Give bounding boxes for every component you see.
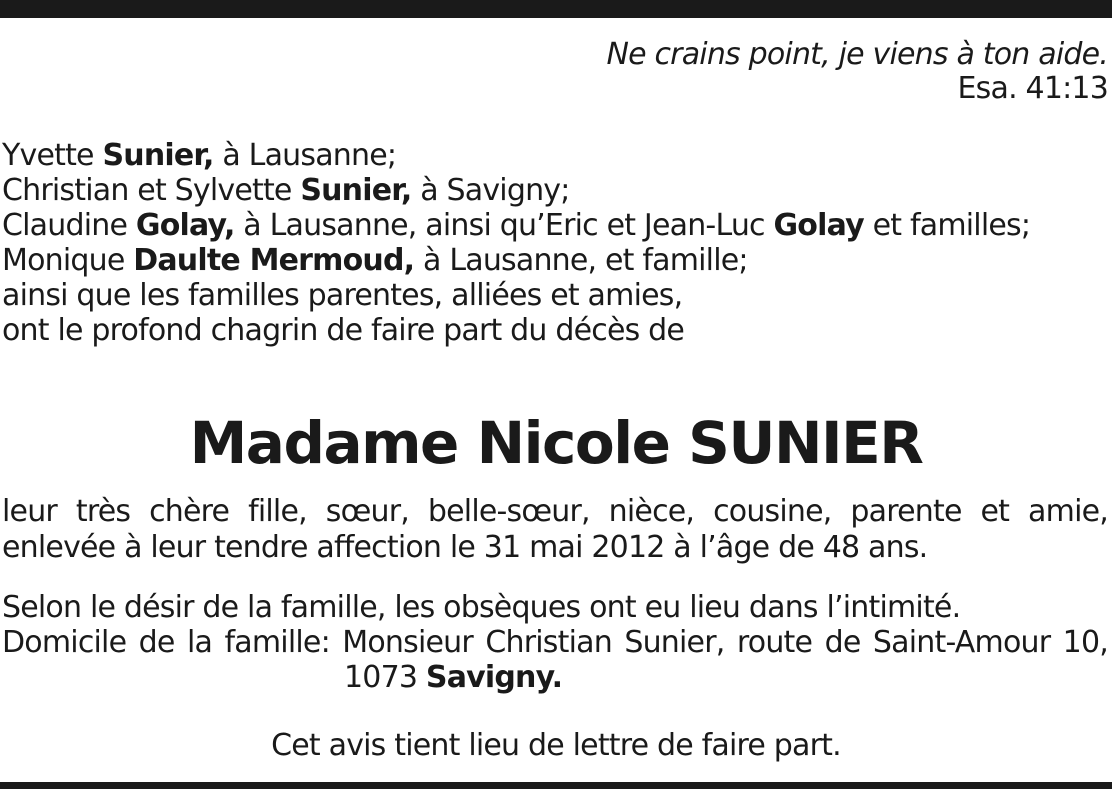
mourner-surname: Golay, xyxy=(135,208,235,243)
funeral-info xyxy=(2,590,1108,695)
relation-line: enlevée à leur tendre affection le 31 mai 2012 à l’âge de 48 ans. xyxy=(2,530,928,565)
relation-line: leur très chère fille, sœur, belle-sœur, nièce, cousine, parente et amie, xyxy=(2,494,1108,529)
mourner-first-name: Claudine xyxy=(2,208,136,243)
domicile-line: Domicile de la famille: Monsieur Christian Sunier, route de Saint-Amour 10, xyxy=(2,625,1108,660)
epigraph xyxy=(606,38,1108,106)
mourner-surname: Daulte Mermoud, xyxy=(133,243,415,278)
domicile-address xyxy=(2,660,1108,695)
mourner-surname: Sunier, xyxy=(102,138,214,173)
mourner-line xyxy=(2,243,1030,278)
mourners-list xyxy=(2,138,1030,348)
mourner-surname: Golay xyxy=(773,208,864,243)
mourner-location: à Savigny; xyxy=(411,173,570,208)
mourner-first-name: Christian et Sylvette xyxy=(2,173,301,208)
obseques-line: Selon le désir de la famille, les obsèques ont eu lieu dans l’intimité. xyxy=(2,590,961,625)
epigraph-verse: Ne crains point, je viens à ton aide. xyxy=(606,37,1108,72)
mourner-first-name: Monique xyxy=(2,243,134,278)
bottom-border-rule xyxy=(0,782,1112,789)
mourner-surname: Sunier, xyxy=(300,173,412,208)
relation-text xyxy=(2,494,1108,566)
mourner-location: à Lausanne; xyxy=(213,138,397,173)
closing-note: Cet avis tient lieu de lettre de faire part. xyxy=(271,728,841,763)
city: Savigny. xyxy=(425,660,563,695)
top-border-rule xyxy=(0,0,1112,18)
deceased-name: Madame Nicole SUNIER xyxy=(189,409,923,477)
epigraph-reference: Esa. 41:13 xyxy=(957,71,1108,106)
mourner-location: à Lausanne, et famille; xyxy=(414,243,748,278)
mourner-line xyxy=(2,138,1030,173)
mourner-suffix: et familles; xyxy=(863,208,1031,243)
intro-line: ainsi que les familles parentes, alliées et amies, xyxy=(2,278,683,313)
mourner-line xyxy=(2,173,1030,208)
mourner-first-name: Yvette xyxy=(2,138,103,173)
mourner-location: à Lausanne, ainsi qu’Eric et Jean-Luc xyxy=(234,208,774,243)
postal-code: 1073 xyxy=(344,660,426,695)
mourner-line xyxy=(2,208,1030,243)
intro-line: ont le profond chagrin de faire part du décès de xyxy=(2,313,685,348)
